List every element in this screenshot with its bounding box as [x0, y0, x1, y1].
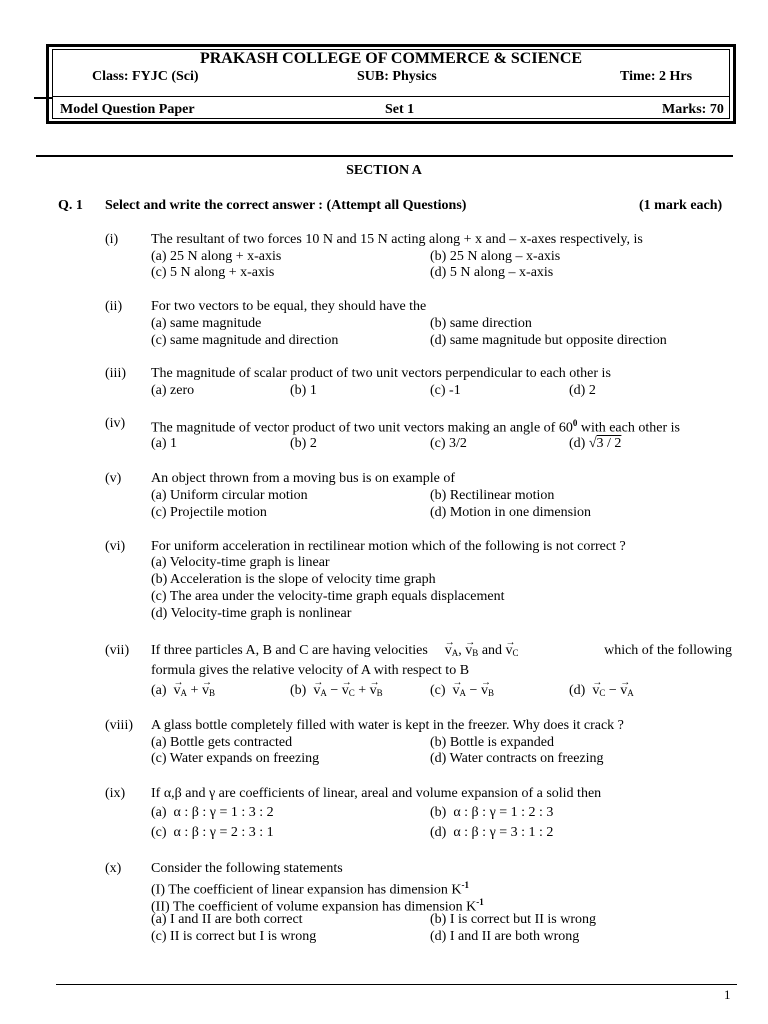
- question-number: (x): [105, 861, 122, 876]
- question-number: (iv): [105, 416, 126, 431]
- option-a: (a) Bottle gets contracted: [151, 735, 293, 750]
- question-text: The magnitude of vector product of two unit vectors making an angle of $60^0$ with each other is: [151, 418, 680, 436]
- option-d: (d) 5 N along – x-axis: [430, 265, 554, 280]
- option-a: (a) zero: [151, 383, 195, 398]
- option-b: $(b) \to v_A$ − → $v_C$ + → $v_B$: [290, 682, 383, 702]
- option-a: (a) 1: [151, 436, 178, 451]
- option-b: (b) I is correct but II is wrong: [430, 912, 597, 927]
- option-b: (b) Bottle is expanded: [430, 735, 555, 750]
- option-c: (c) -1: [430, 383, 461, 398]
- option-d: $(d) \to v_C$ − → $v_A$: [569, 682, 634, 702]
- header-separator: [36, 155, 733, 157]
- statement-2: (II) The coefficient of volume expansion has dimension $K^{-1}$: [151, 897, 484, 915]
- college-name: PRAKASH COLLEGE OF COMMERCE & SCIENCE: [199, 50, 583, 67]
- header-side-mark: [34, 97, 52, 99]
- option-a: (a) 25 N along + x-axis: [151, 249, 282, 264]
- option-d: (d) √3 / 2: [569, 436, 622, 451]
- option-d: (d) 2: [569, 383, 596, 398]
- question-text: The resultant of two forces 10 N and 15 N acting along + x and – x-axes respectively, is: [151, 232, 643, 247]
- question-text: An object thrown from a moving bus is on example of: [151, 471, 456, 486]
- question-text: For uniform acceleration in rectilinear motion which of the following is not correct ?: [151, 539, 626, 554]
- option-a: (a) Uniform circular motion: [151, 488, 308, 503]
- question-text: For two vectors to be equal, they should have the: [151, 299, 427, 314]
- option-a: $(a) \to v_A$ + → $v_B$: [151, 682, 215, 702]
- option-c: (c) same magnitude and direction: [151, 333, 339, 348]
- option-d: (d) same magnitude but opposite direction: [430, 333, 667, 348]
- question-text-continued: formula gives the relative velocity of A with respect to B: [151, 663, 470, 678]
- option-c: (c) 5 N along + x-axis: [151, 265, 275, 280]
- option-a: (a) Velocity-time graph is linear: [151, 555, 330, 570]
- option-a: (a) α : β : γ = 1 : 3 : 2: [151, 805, 274, 820]
- option-d: (d) α : β : γ = 3 : 1 : 2: [430, 825, 554, 840]
- option-d: (d) Motion in one dimension: [430, 505, 591, 520]
- question-text: A glass bottle completely filled with water is kept in the freezer. Why does it crack ?: [151, 718, 624, 733]
- option-b: (b) Rectilinear motion: [430, 488, 555, 503]
- option-c: (c) II is correct but I is wrong: [151, 929, 317, 944]
- question-text: If three particles A, B and C are having velocities → $v_A$, → $v_B$ and → $v_C$ which of the following: [151, 642, 732, 662]
- option-b: (b) 1: [290, 383, 317, 398]
- question-number: (vi): [105, 539, 126, 554]
- section-title: SECTION A: [346, 163, 422, 178]
- option-c: (c) α : β : γ = 2 : 3 : 1: [151, 825, 274, 840]
- statement-1: (I) The coefficient of linear expansion has dimension $K^{-1}$: [151, 880, 469, 898]
- question-text: The magnitude of scalar product of two unit vectors perpendicular to each other is: [151, 366, 611, 381]
- marks-label: Marks: 70: [662, 102, 724, 117]
- option-d: (d) I and II are both wrong: [430, 929, 580, 944]
- time-label: Time: 2 Hrs: [620, 69, 693, 84]
- question-number: (i): [105, 232, 119, 247]
- option-b: (b) 2: [290, 436, 317, 451]
- question-number: (viii): [105, 718, 133, 733]
- option-a: (a) same magnitude: [151, 316, 262, 331]
- question-number: (iii): [105, 366, 126, 381]
- question-number: (vii): [105, 643, 130, 658]
- header-divider: [52, 96, 730, 97]
- option-b: (b) 25 N along – x-axis: [430, 249, 561, 264]
- question-number: (v): [105, 471, 122, 486]
- option-c: (c) The area under the velocity-time graph equals displacement: [151, 589, 505, 604]
- option-c: (c) Water expands on freezing: [151, 751, 320, 766]
- page-number: 1: [724, 987, 731, 1002]
- question-text: If α,β and γ are coefficients of linear, areal and volume expansion of a solid then: [151, 786, 602, 801]
- question-number: (ii): [105, 299, 123, 314]
- option-d: (d) Velocity-time graph is nonlinear: [151, 606, 352, 621]
- sqrt-symbol: √3 / 2: [588, 436, 622, 451]
- class-label: Class: FYJC (Sci): [92, 69, 199, 84]
- paper-label: Model Question Paper: [60, 102, 195, 117]
- option-b: (b) α : β : γ = 1 : 2 : 3: [430, 805, 554, 820]
- subject-label: SUB: Physics: [357, 69, 437, 84]
- option-b: (b) same direction: [430, 316, 532, 331]
- option-b: (b) Acceleration is the slope of velocity time graph: [151, 572, 436, 587]
- option-c: $(c) \to v_A$ − → $v_B$: [430, 682, 494, 702]
- option-a: (a) I and II are both correct: [151, 912, 303, 927]
- question-number: (ix): [105, 786, 126, 801]
- option-d: (d) Water contracts on freezing: [430, 751, 604, 766]
- q1-marks: (1 mark each): [639, 198, 723, 213]
- question-text: Consider the following statements: [151, 861, 343, 876]
- q1-instruction: Select and write the correct answer : (Attempt all Questions): [105, 198, 467, 213]
- set-label: Set 1: [385, 102, 415, 117]
- footer-line: [56, 984, 737, 985]
- option-c: (c) 3/2: [430, 436, 467, 451]
- q1-number: Q. 1: [58, 198, 83, 213]
- option-c: (c) Projectile motion: [151, 505, 267, 520]
